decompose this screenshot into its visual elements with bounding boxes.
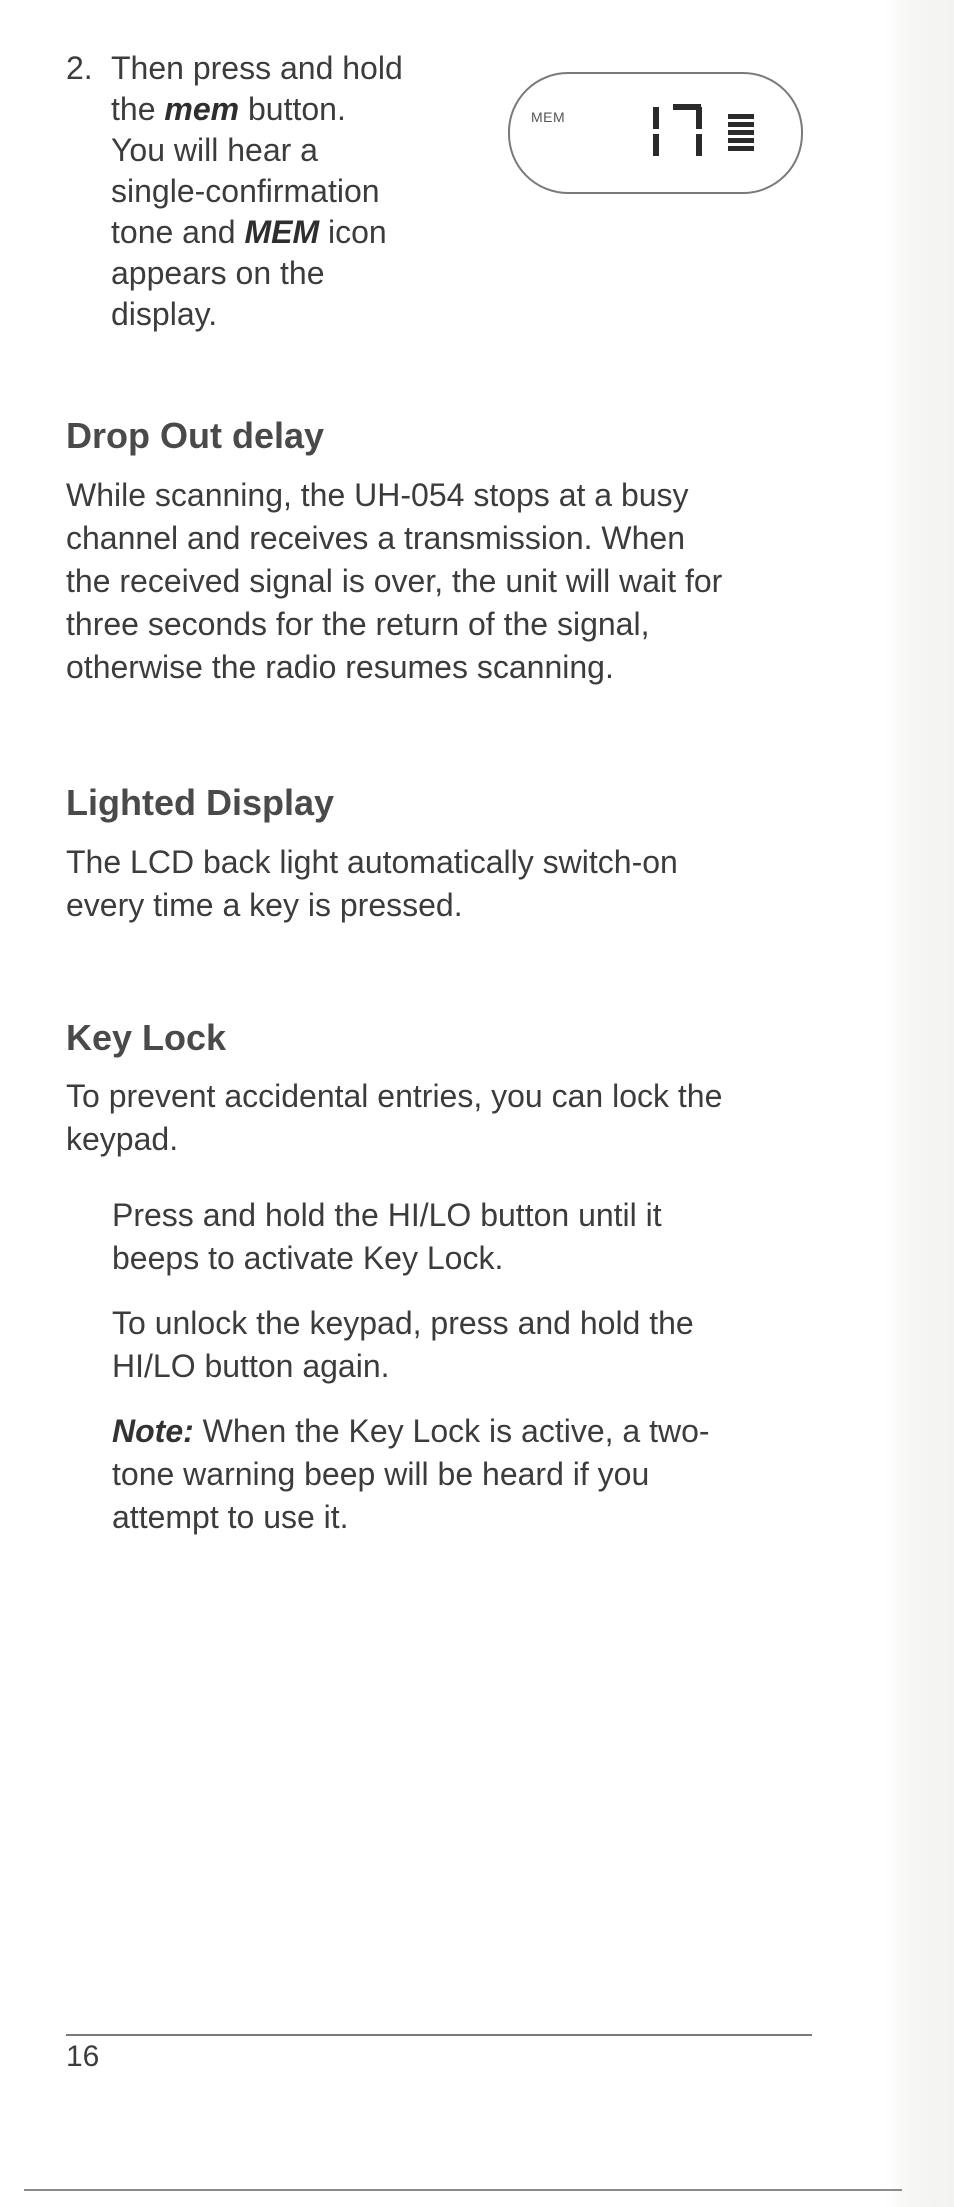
step-line: appears on the bbox=[111, 255, 325, 291]
signal-bars-icon bbox=[728, 114, 754, 151]
paragraph-line: attempt to use it. bbox=[112, 1499, 349, 1535]
step-line: single-confirmation bbox=[111, 173, 380, 209]
lcd-mem-label: MEM bbox=[531, 109, 566, 125]
drop-out-paragraph bbox=[66, 474, 826, 689]
paragraph-line: beeps to activate Key Lock. bbox=[112, 1240, 504, 1276]
paragraph-line: Press and hold the HI/LO button until it bbox=[112, 1197, 662, 1233]
paragraph-line: keypad. bbox=[66, 1121, 179, 1157]
paragraph-line: every time a key is pressed. bbox=[66, 887, 463, 923]
page-bottom-rule bbox=[24, 2189, 902, 2191]
paragraph-line: HI/LO button again. bbox=[112, 1348, 390, 1384]
paragraph-line: otherwise the radio resumes scanning. bbox=[66, 649, 614, 685]
paragraph-line: The LCD back light automatically switch-on bbox=[66, 844, 678, 880]
text-fragment: tone and bbox=[111, 214, 245, 250]
step-line: display. bbox=[111, 296, 218, 332]
paragraph-line: three seconds for the return of the signal, bbox=[66, 606, 650, 642]
page-number: 16 bbox=[66, 2040, 100, 2073]
paragraph-line: When the Key Lock is active, a two- bbox=[193, 1413, 710, 1449]
paragraph-line: the received signal is over, the unit will wait for bbox=[66, 563, 723, 599]
paragraph-line: While scanning, the UH-054 stops at a busy bbox=[66, 477, 689, 513]
page-edge-shading bbox=[884, 0, 954, 2207]
lcd-display-illustration bbox=[508, 72, 803, 194]
key-lock-unlock-paragraph bbox=[112, 1302, 812, 1388]
step-number: 2. bbox=[66, 50, 93, 86]
paragraph-line: To prevent accidental entries, you can lock the bbox=[66, 1078, 723, 1114]
step-line bbox=[111, 212, 471, 253]
lighted-display-paragraph bbox=[66, 841, 826, 927]
section-heading-drop-out-delay: Drop Out delay bbox=[66, 415, 325, 456]
key-lock-activate-paragraph bbox=[112, 1194, 812, 1280]
section-heading-key-lock: Key Lock bbox=[66, 1017, 227, 1058]
step-2-text bbox=[111, 48, 471, 335]
mem-icon-name: MEM bbox=[244, 214, 320, 250]
text-fragment: the bbox=[111, 91, 165, 127]
mem-button-name: mem bbox=[164, 91, 240, 127]
step-line: You will hear a bbox=[111, 132, 318, 168]
section-heading-lighted-display: Lighted Display bbox=[66, 782, 335, 823]
paragraph-line: tone warning beep will be heard if you bbox=[112, 1456, 650, 1492]
footer-rule bbox=[66, 2034, 812, 2036]
key-lock-intro-paragraph bbox=[66, 1075, 826, 1161]
note-label: Note: bbox=[112, 1413, 194, 1449]
lcd-digit-seven bbox=[673, 104, 702, 156]
key-lock-note-paragraph bbox=[112, 1410, 812, 1539]
paragraph-line: To unlock the keypad, press and hold the bbox=[112, 1305, 694, 1341]
step-line: Then press and hold bbox=[111, 50, 403, 86]
text-fragment: icon bbox=[319, 214, 387, 250]
paragraph-line: channel and receives a transmission. When bbox=[66, 520, 685, 556]
text-fragment: button. bbox=[239, 91, 346, 127]
step-line bbox=[111, 89, 471, 130]
lcd-digit-one bbox=[653, 107, 659, 156]
lcd-segments bbox=[510, 74, 805, 196]
